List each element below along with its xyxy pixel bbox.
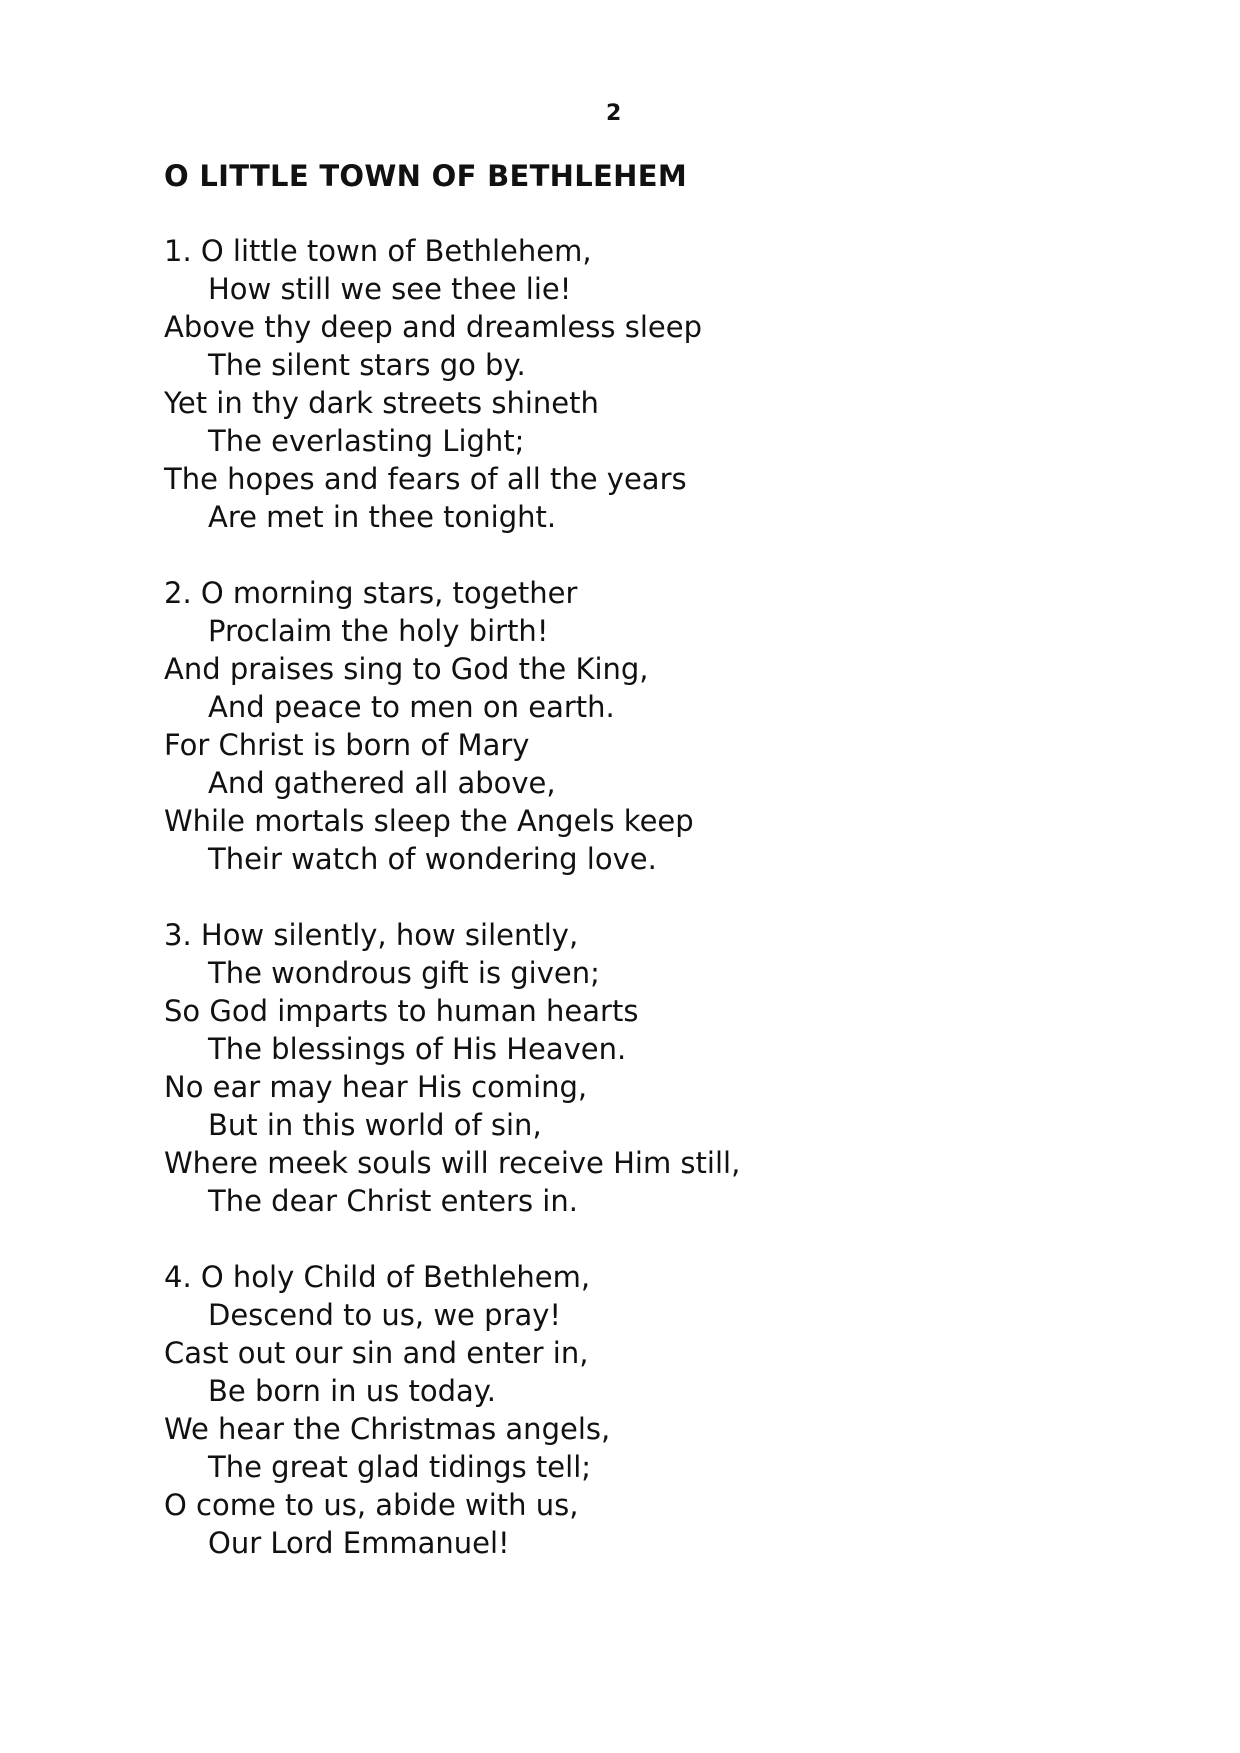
verse-line: Are met in thee tonight.: [208, 500, 557, 534]
verse-line: The great glad tidings tell;: [208, 1450, 592, 1484]
verse-line: Proclaim the holy birth!: [208, 614, 549, 648]
verse-line: For Christ is born of Mary: [164, 728, 530, 762]
verse-3: [164, 916, 1164, 1220]
verse-line: And gathered all above,: [208, 766, 556, 800]
verse-line: Our Lord Emmanuel!: [208, 1526, 510, 1560]
verse-line: 3. How silently, how silently,: [164, 918, 579, 952]
verse-line: Where meek souls will receive Him still,: [164, 1146, 741, 1180]
verse-1: [164, 232, 1164, 536]
verse-line: 4. O holy Child of Bethlehem,: [164, 1260, 591, 1294]
verse-line: How still we see thee lie!: [208, 272, 572, 306]
verse-line: While mortals sleep the Angels keep: [164, 804, 694, 838]
verse-line: O come to us, abide with us,: [164, 1488, 579, 1522]
verse-line: We hear the Christmas angels,: [164, 1412, 611, 1446]
verse-line: Cast out our sin and enter in,: [164, 1336, 589, 1370]
verse-line: And praises sing to God the King,: [164, 652, 649, 686]
verse-line: The wondrous gift is given;: [208, 956, 600, 990]
verse-line: But in this world of sin,: [208, 1108, 542, 1142]
verse-line: 2. O morning stars, together: [164, 576, 578, 610]
hymn-verses: [164, 232, 1164, 1600]
verse-line: And peace to men on earth.: [208, 690, 615, 724]
verse-line: The silent stars go by.: [208, 348, 526, 382]
verse-line: No ear may hear His coming,: [164, 1070, 588, 1104]
verse-line: 1. O little town of Bethlehem,: [164, 234, 592, 268]
verse-line: So God imparts to human hearts: [164, 994, 639, 1028]
verse-line: The dear Christ enters in.: [208, 1184, 578, 1218]
verse-4: [164, 1258, 1164, 1562]
verse-2: [164, 574, 1164, 878]
page-title: O LITTLE TOWN OF BETHLEHEM: [164, 159, 687, 193]
page-number: 2: [606, 101, 622, 126]
verse-line: Their watch of wondering love.: [208, 842, 657, 876]
verse-line: Descend to us, we pray!: [208, 1298, 561, 1332]
verse-line: The everlasting Light;: [208, 424, 525, 458]
verse-line: Above thy deep and dreamless sleep: [164, 310, 702, 344]
verse-line: Yet in thy dark streets shineth: [164, 386, 599, 420]
verse-line: The hopes and fears of all the years: [164, 462, 687, 496]
verse-line: Be born in us today.: [208, 1374, 497, 1408]
verse-line: The blessings of His Heaven.: [208, 1032, 627, 1066]
